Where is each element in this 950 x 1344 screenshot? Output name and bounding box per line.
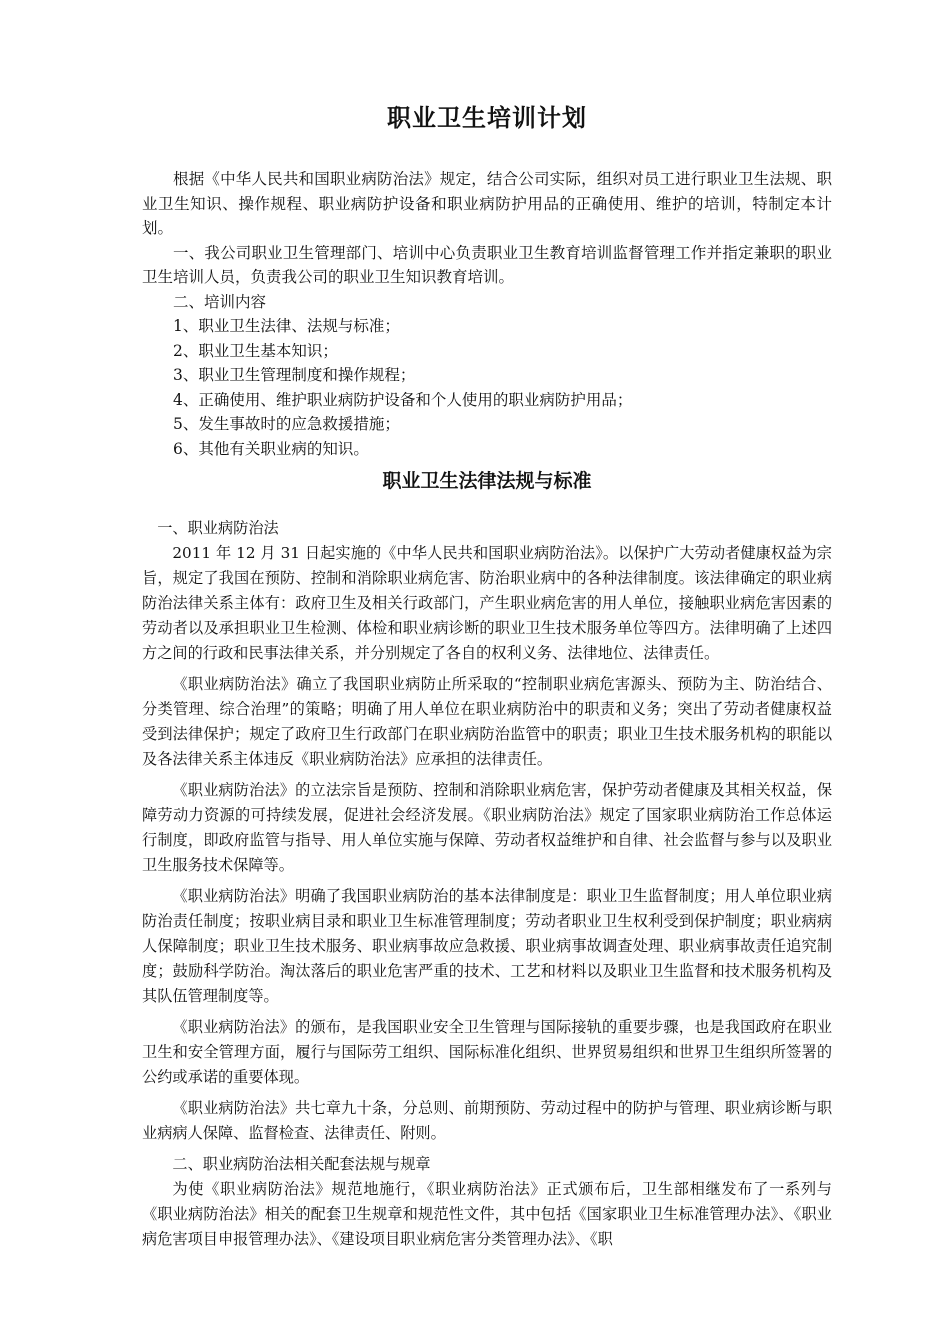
intro-paragraph: 一、我公司职业卫生管理部门、培训中心负责职业卫生教育培训监督管理工作并指定兼职的职业卫生培训人员，负责我公司的职业卫生知识教育培训。 (142, 243, 832, 286)
body-paragraph: 《职业病防治法》确立了我国职业病防止所采取的“控制职业病危害源头、预防为主、防治结合、分类管理、综合治理”的策略；明确了用人单位在职业病防治中的职责和义务；突出了劳动者健康权益受到法律保护；规定了政府卫生行政部门在职业病防治监管中的职责；职业卫生技术服务机构的职能以及各法律关系主体违反《职业病防治法》应承担的法律责任。 (142, 675, 832, 768)
body-paragraph: 《职业病防治法》共七章九十条，分总则、前期预防、劳动过程中的防护与管理、职业病诊断与职业病病人保障、监督检查、法律责任、附则。 (142, 1099, 832, 1142)
training-content-heading: 二、培训内容 (173, 292, 267, 311)
intro-section (142, 167, 832, 461)
training-item: 4、正确使用、维护职业病防护设备和个人使用的职业病防护用品； (173, 390, 633, 409)
intro-paragraph: 根据《中华人民共和国职业病防治法》规定，结合公司实际，组织对员工进行职业卫生法规、职业卫生知识、操作规程、职业病防护设备和职业病防护用品的正确使用、维护的培训，特制定本计划。 (142, 170, 832, 237)
section-heading: 二、职业病防治法相关配套法规与规章 (172, 1155, 431, 1173)
body-paragraph: 为使《职业病防治法》规范地施行，《职业病防治法》正式颁布后，卫生部相继发布了一系列与《职业病防治法》相关的配套卫生规章和规范性文件，其中包括《国家职业卫生标准管理办法》、《职业病危害项目申报管理办法》、《建设项目职业病危害分类管理办法》、《职 (142, 1180, 832, 1248)
section-title: 职业卫生法律法规与标准 (382, 470, 592, 492)
training-item: 6、其他有关职业病的知识。 (173, 439, 369, 458)
training-item: 1、职业卫生法律、法规与标准； (173, 317, 400, 335)
body-paragraph: 《职业病防治法》的颁布，是我国职业安全卫生管理与国际接轨的重要步骤，也是我国政府在职业卫生和安全管理方面，履行与国际劳工组织、国际标准化组织、世界贸易组织和世界卫生组织所签署的公约或承诺的重要体现。 (142, 1018, 832, 1086)
training-item: 5、发生事故时的应急救援措施； (173, 415, 400, 433)
body-paragraph: 《职业病防治法》的立法宗旨是预防、控制和消除职业病危害，保护劳动者健康及其相关权益，保障劳动力资源的可持续发展，促进社会经济发展。《职业病防治法》规定了国家职业病防治工作总体运行制度，即政府监管与指导、用人单位实施与保障、劳动者权益维护和自律、社会监督与参与以及职业卫生服务技术保障等。 (142, 781, 832, 874)
training-item: 3、职业卫生管理制度和操作规程； (173, 366, 416, 384)
body-paragraph: 2011 年 12 月 31 日起实施的《中华人民共和国职业病防治法》。以保护广大劳动者健康权益为宗旨，规定了我国在预防、控制和消除职业病危害、防治职业病中的各种法律制度。该法律确定的职业病防治法律关系主体有：政府卫生及相关行政部门，产生职业病危害的用人单位，接触职业病危害因素的劳动者以及承担职业卫生检测、体检和职业病诊断的职业卫生技术服务单位等四方。法律明确了上述四方之间的行政和民事法律关系，并分别规定了各自的权利义务、法律地位、法律责任。 (142, 544, 832, 662)
training-item: 2、职业卫生基本知识； (173, 341, 338, 360)
section-heading: 一、职业病防治法 (157, 519, 279, 537)
body-paragraph: 《职业病防治法》明确了我国职业病防治的基本法律制度是：职业卫生监督制度；用人单位职业病防治责任制度；按职业病目录和职业卫生标准管理制度；劳动者职业卫生权利受到保护制度；职业病病人保障制度；职业卫生技术服务、职业病事故应急救援、职业病事故调查处理、职业病事故责任追究制度；鼓励科学防治。淘汰落后的职业危害严重的技术、工艺和材料以及职业卫生监督和技术服务机构及其队伍管理制度等。 (142, 887, 832, 1005)
law-section (142, 516, 832, 1252)
document-title: 职业卫生培训计划 (387, 104, 587, 132)
